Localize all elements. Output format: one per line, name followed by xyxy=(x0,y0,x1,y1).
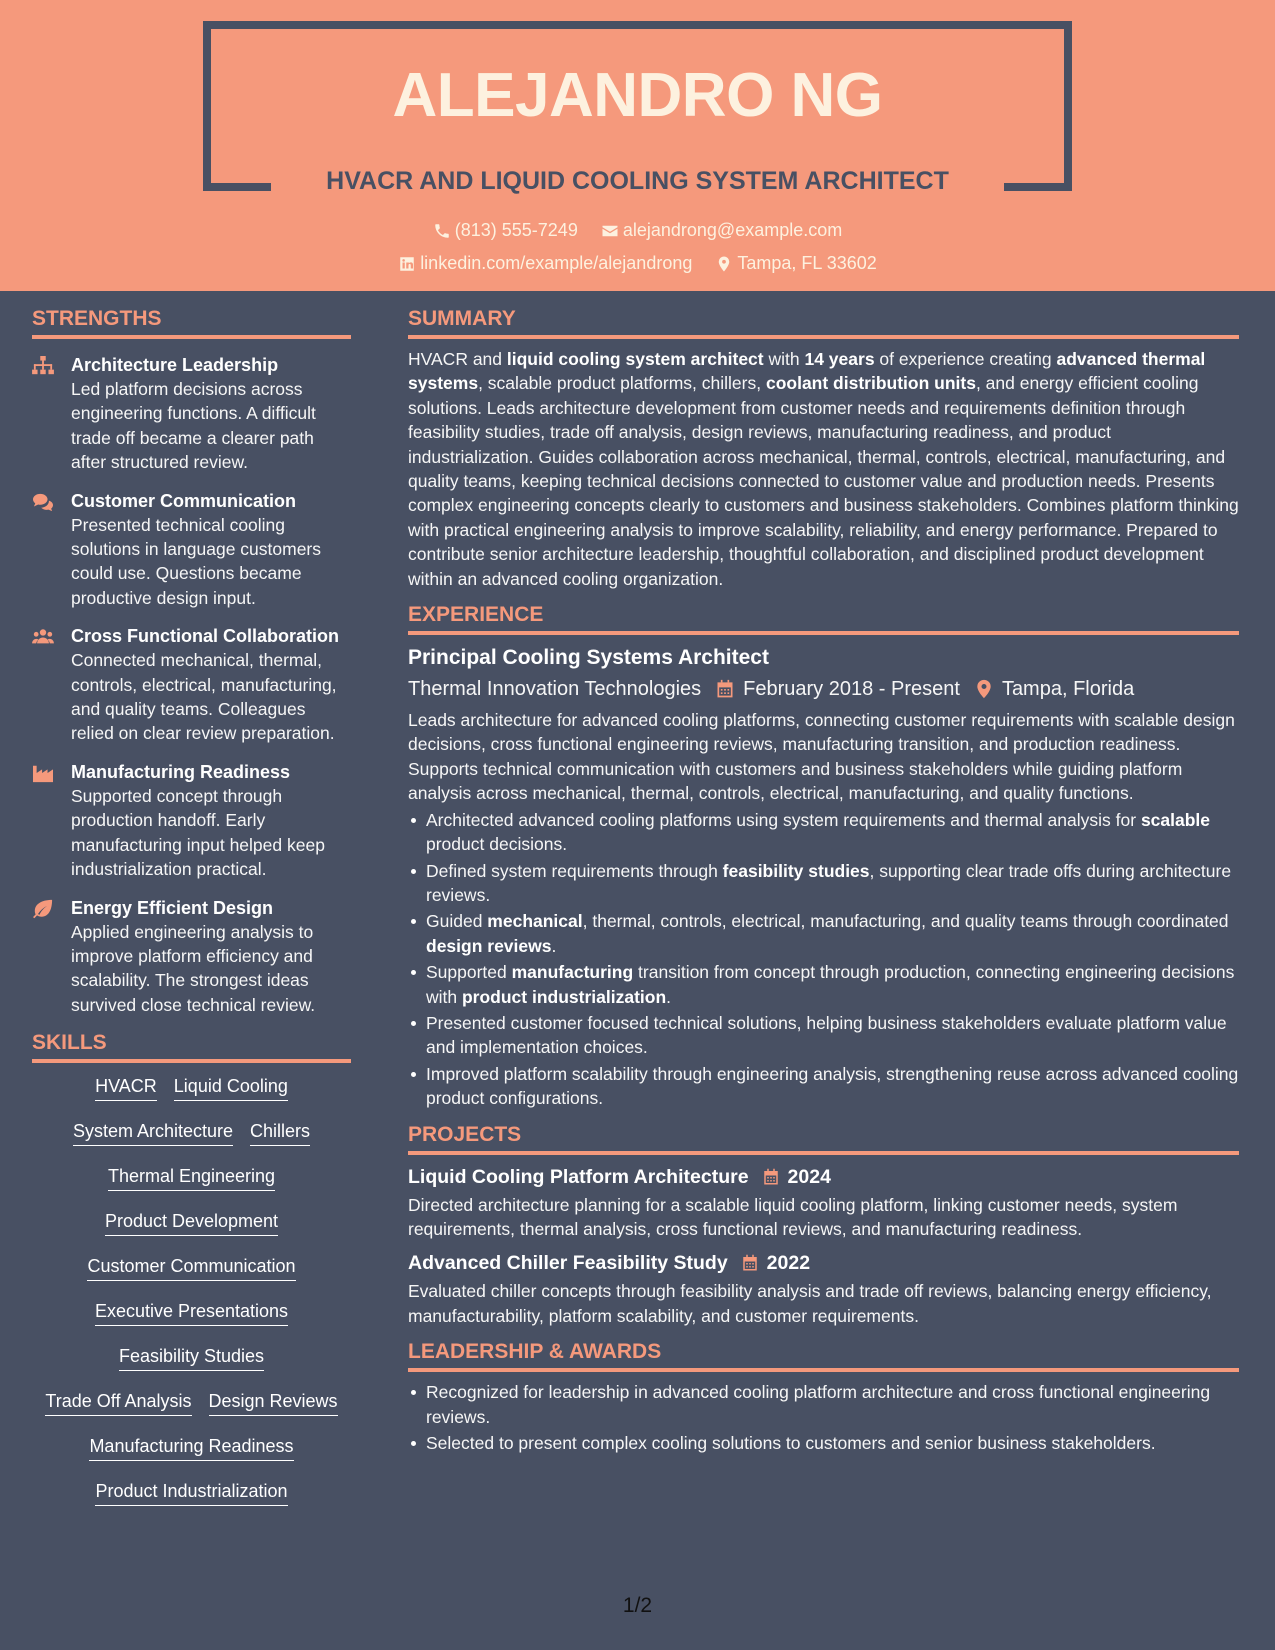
strengths-heading: STRENGTHS xyxy=(32,307,351,339)
strength-item xyxy=(32,760,351,882)
experience-bullet: Improved platform scalability through engineering analysis, strengthening reuse across advanced cooling product configurations. xyxy=(408,1062,1239,1111)
skills-heading: SKILLS xyxy=(32,1031,351,1063)
map-marker-icon xyxy=(715,255,733,273)
phone-icon xyxy=(433,222,451,240)
users-icon xyxy=(32,627,54,647)
sitemap-icon xyxy=(32,356,54,376)
strength-item xyxy=(32,624,351,746)
skill-tag: Product Industrialization xyxy=(95,1480,287,1506)
page-number: 1/2 xyxy=(622,1594,653,1617)
project-year: 2022 xyxy=(766,1252,811,1275)
candidate-name: ALEJANDRO NG xyxy=(392,61,883,130)
skill-tag: Design Reviews xyxy=(209,1390,338,1416)
experience-bullet: Architected advanced cooling platforms using system requirements and thermal analysis for scalable product decisions. xyxy=(408,808,1239,857)
summary-text: HVACR and liquid cooling system architect with 14 years of experience creating advanced thermal systems, scalable product platforms, chillers, coolant distribution units, and energy efficient cooling solutions. Leads architecture development from customer needs and requirements definition through feasibility studies, trade off analysis, design reviews, manufacturing readiness, and product industrialization. Guides collaboration across mechanical, thermal, controls, electrical, manufacturing, and quality teams, keeping technical decisions connected to customer value and production needs. Presents complex engineering concepts clearly to customers and business stakeholders. Combines platform thinking with practical engineering analysis to improve scalability, reliability, and energy performance. Prepared to contribute senior architecture leadership, thoughtful collaboration, and disciplined product development within an advanced cooling organization. xyxy=(408,349,1239,589)
calendar-icon xyxy=(715,679,735,699)
job-description: Leads architecture for advanced cooling platforms, connecting customer requirements with scalable design decisions, cross functional engineering reviews, manufacturing transition, and production readiness. Supports technical communication with customers and business stakeholders while guiding platform analysis across mechanical, thermal, controls, electrical, manufacturing, and quality functions. xyxy=(408,710,1235,804)
skill-tag: Feasibility Studies xyxy=(119,1345,264,1371)
experience-bullet: Guided mechanical, thermal, controls, electrical, manufacturing, and quality teams through coordinated design reviews. xyxy=(408,909,1239,958)
skill-tag: Executive Presentations xyxy=(95,1300,288,1326)
email-contact[interactable] xyxy=(601,220,842,241)
skill-tag: HVACR xyxy=(95,1075,157,1101)
project-year: 2024 xyxy=(787,1165,831,1188)
skill-tag: Trade Off Analysis xyxy=(45,1390,191,1416)
strength-description: Led platform decisions across engineering functions. A difficult trade off became a clearer path after structured review. xyxy=(71,379,316,473)
envelope-icon xyxy=(601,222,619,240)
strength-title: Customer Communication xyxy=(71,490,297,511)
map-marker-icon xyxy=(974,679,994,699)
projects-heading: PROJECTS xyxy=(408,1123,1239,1155)
location-text: Tampa, FL 33602 xyxy=(737,253,877,273)
linkedin-contact[interactable] xyxy=(398,253,692,274)
strength-description: Presented technical cooling solutions in language customers could use. Questions became productive design input. xyxy=(71,514,322,608)
skill-tag: Manufacturing Readiness xyxy=(89,1435,293,1461)
skill-tag: Thermal Engineering xyxy=(108,1165,275,1191)
skills-list xyxy=(32,1075,351,1525)
project-description: Evaluated chiller concepts through feasibility analysis and trade off reviews, balancing energy efficiency, manufacturability, platform scalability, and customer requirements. xyxy=(408,1281,1212,1326)
experience-heading: EXPERIENCE xyxy=(408,603,1239,635)
leadership-bullets xyxy=(408,1380,1239,1455)
resume-header xyxy=(0,0,1275,291)
location-contact xyxy=(715,253,876,274)
strength-title: Energy Efficient Design xyxy=(71,897,274,918)
leaf-icon xyxy=(32,899,54,919)
linkedin-icon xyxy=(398,255,416,273)
leadership-bullet: Recognized for leadership in advanced cooling platform architecture and cross functional engineering reviews. xyxy=(408,1380,1239,1429)
leadership-heading: LEADERSHIP & AWARDS xyxy=(408,1340,1239,1372)
project-title: Advanced Chiller Feasibility Study xyxy=(408,1252,728,1275)
job-meta xyxy=(408,674,1239,704)
strength-title: Manufacturing Readiness xyxy=(71,761,291,782)
strength-title: Architecture Leadership xyxy=(71,355,279,375)
candidate-title: HVACR AND LIQUID COOLING SYSTEM ARCHITECT xyxy=(326,167,949,195)
experience-bullet: Defined system requirements through feasibility studies, supporting clear trade offs during architecture reviews. xyxy=(408,859,1239,908)
skill-tag: Customer Communication xyxy=(87,1255,295,1281)
right-column xyxy=(408,307,1239,1457)
phone-contact[interactable] xyxy=(433,220,578,241)
strength-description: Supported concept through production handoff. Early manufacturing input helped keep industrialization practical. xyxy=(71,785,325,880)
project-header xyxy=(408,1249,1239,1277)
skill-tag: System Architecture xyxy=(73,1120,233,1146)
experience-bullets xyxy=(408,808,1239,1111)
company-name: Thermal Innovation Technologies xyxy=(408,678,702,701)
strength-item xyxy=(32,489,351,611)
comments-icon xyxy=(32,492,54,512)
summary-heading: SUMMARY xyxy=(408,307,1239,339)
phone-text: (813) 555-7249 xyxy=(454,220,578,240)
skill-tag: Liquid Cooling xyxy=(174,1075,288,1101)
calendar-icon xyxy=(741,1254,759,1272)
leadership-bullet: Selected to present complex cooling solutions to customers and senior business stakeholders. xyxy=(408,1431,1239,1455)
job-location: Tampa, Florida xyxy=(1001,678,1135,701)
experience-bullet: Presented customer focused technical solutions, helping business stakeholders evaluate platform value and implementation choices. xyxy=(408,1011,1239,1060)
skill-tag: Product Development xyxy=(105,1210,278,1236)
project-header xyxy=(408,1163,1239,1191)
experience-bullet: Supported manufacturing transition from concept through production, connecting engineering decisions with product industrialization. xyxy=(408,960,1239,1009)
project-description: Directed architecture planning for a scalable liquid cooling platform, linking customer needs, system requirements, thermal analysis, cross functional reviews, and manufacturing readiness. xyxy=(408,1194,1178,1239)
strength-description: Connected mechanical, thermal, controls, electrical, manufacturing, and quality teams. Colleagues relied on clear review preparation. xyxy=(71,650,337,744)
job-dates: February 2018 - Present xyxy=(743,678,960,701)
job-title: Principal Cooling Systems Architect xyxy=(408,646,769,670)
strength-description: Applied engineering analysis to improve platform efficiency and scalability. The strongest ideas survived close technical review. xyxy=(71,921,316,1015)
contact-row-2 xyxy=(0,253,1275,278)
strengths-list xyxy=(32,353,351,1017)
linkedin-text: linkedin.com/example/alejandrong xyxy=(420,253,693,273)
strength-item xyxy=(32,353,351,475)
industry-icon xyxy=(32,763,54,783)
strength-item xyxy=(32,896,351,1018)
calendar-icon xyxy=(762,1168,780,1186)
contact-row-1 xyxy=(0,220,1275,245)
email-text: alejandrong@example.com xyxy=(622,220,843,240)
left-column xyxy=(32,307,351,1525)
skill-tag: Chillers xyxy=(250,1120,310,1146)
strength-title: Cross Functional Collaboration xyxy=(71,626,340,647)
project-title: Liquid Cooling Platform Architecture xyxy=(408,1165,749,1188)
